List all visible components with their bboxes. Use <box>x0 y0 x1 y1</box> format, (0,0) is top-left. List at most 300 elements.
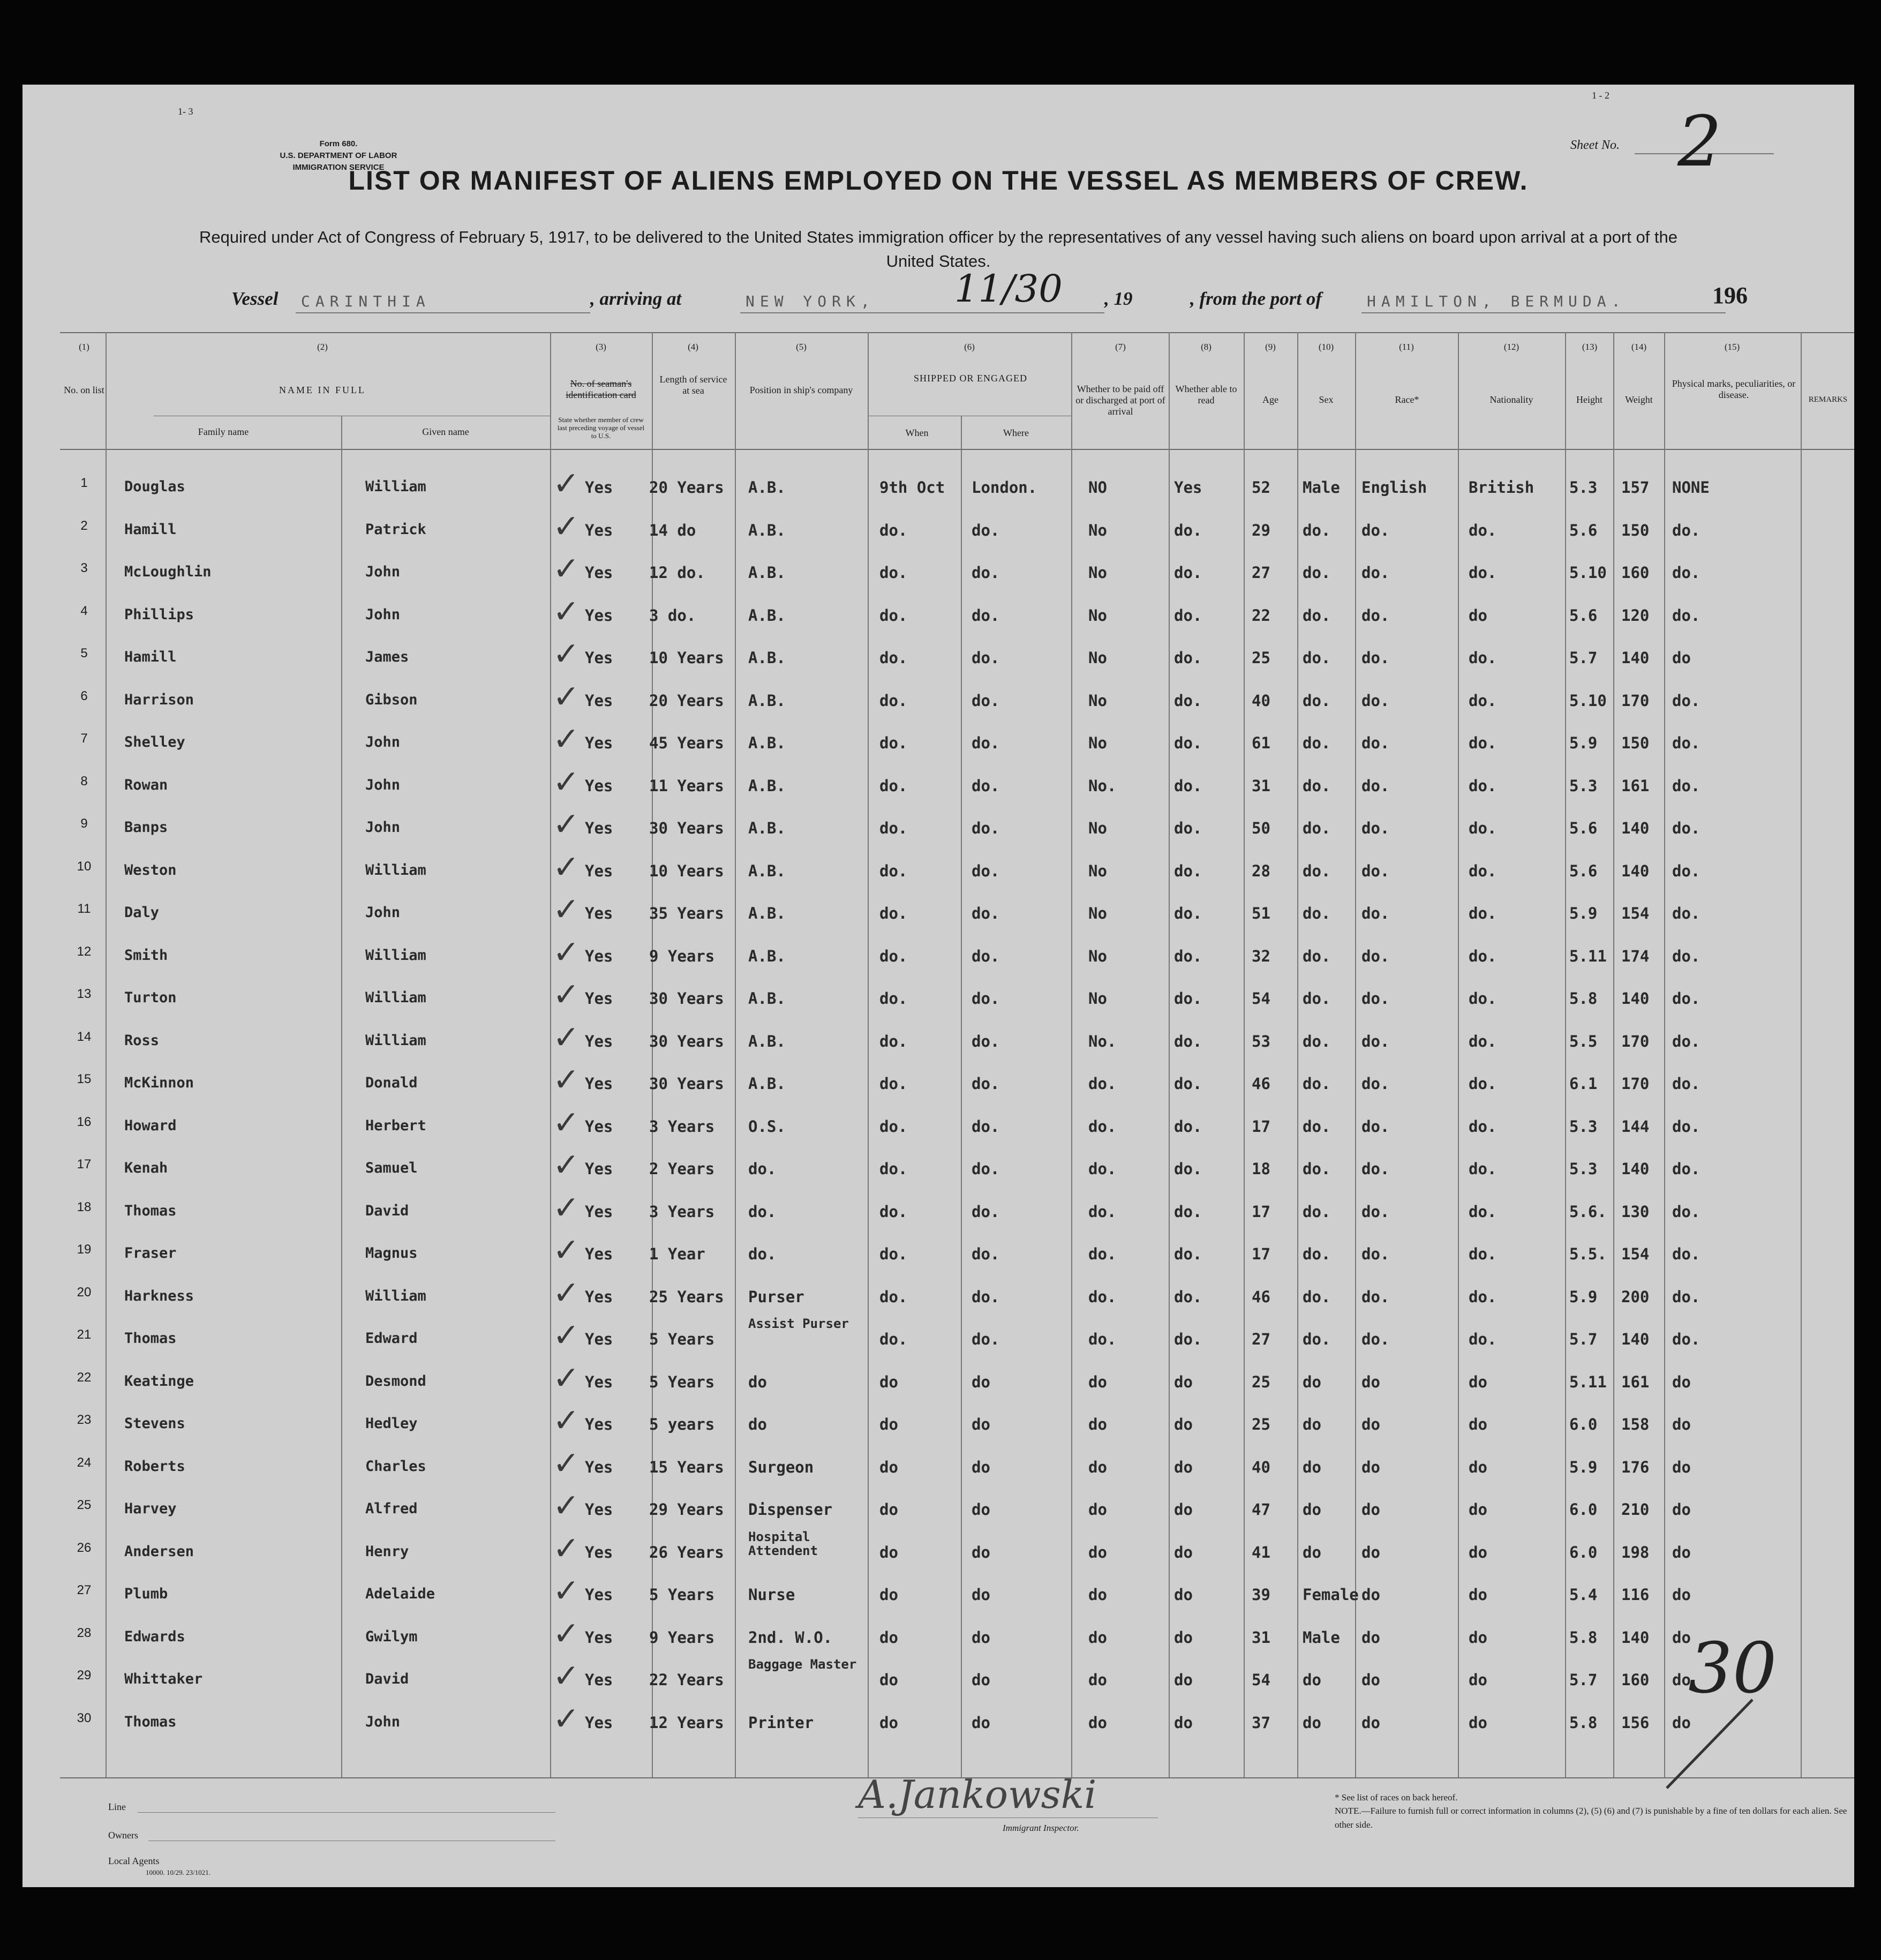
cell-when: do <box>879 1372 898 1391</box>
cell-sex: do. <box>1303 904 1331 922</box>
cell-weight: 140 <box>1621 649 1650 667</box>
cell-when: do. <box>879 649 908 667</box>
cell-paid: No <box>1088 691 1107 710</box>
cell-weight: 154 <box>1621 904 1650 922</box>
cell-position: A.B. <box>748 861 786 880</box>
cell-weight: 140 <box>1621 1330 1650 1348</box>
from-port: HAMILTON, BERMUDA. <box>1367 292 1626 310</box>
col-number: (2) <box>317 342 328 352</box>
cell-where: do <box>972 1500 990 1519</box>
check-mark-icon: ✓ <box>553 763 580 801</box>
cell-family: Stevens <box>124 1415 185 1432</box>
cell-read: do <box>1174 1415 1193 1433</box>
cell-nat: do. <box>1469 947 1497 965</box>
cell-where: do <box>972 1543 990 1561</box>
check-mark-icon: ✓ <box>553 1274 580 1312</box>
cell-crew: Yes <box>585 691 613 710</box>
cell-family: Douglas <box>124 478 185 495</box>
cell-service: 30 Years <box>649 819 724 837</box>
cell-crew: Yes <box>585 1458 613 1476</box>
cell-nat: do. <box>1469 1075 1497 1093</box>
cell-marks: do. <box>1672 904 1701 922</box>
cell-nat: do. <box>1469 819 1497 837</box>
cell-given: Donald <box>365 1075 418 1091</box>
service: IMMIGRATION SERVICE <box>292 163 385 172</box>
cell-where: do. <box>972 1245 1000 1263</box>
row-number: 24 <box>77 1455 92 1470</box>
cell-age: 28 <box>1252 861 1270 880</box>
col-number: (1) <box>79 342 89 352</box>
row-number: 29 <box>77 1668 92 1683</box>
check-mark-icon: ✓ <box>553 1231 580 1269</box>
cell-given: Adelaide <box>365 1586 435 1602</box>
row-number: 26 <box>77 1540 92 1555</box>
cell-race: do. <box>1361 947 1390 965</box>
cell-paid: do. <box>1088 1117 1117 1136</box>
cell-given: William <box>365 947 426 964</box>
cell-weight: 160 <box>1621 564 1650 582</box>
check-mark-icon: ✓ <box>553 550 580 588</box>
cell-crew: Yes <box>585 776 613 795</box>
cell-position: A.B. <box>748 819 786 837</box>
cell-paid: No <box>1088 521 1107 539</box>
cell-crew: Yes <box>585 989 613 1008</box>
vessel-label: Vessel <box>231 288 279 309</box>
cell-family: Banps <box>124 819 168 836</box>
age-header: Age <box>1262 394 1278 405</box>
cell-where: do. <box>972 521 1000 539</box>
cell-age: 54 <box>1252 989 1270 1008</box>
cell-where: do. <box>972 1287 1000 1306</box>
cell-crew: Yes <box>585 1160 613 1178</box>
row-number: 9 <box>80 816 88 831</box>
cell-race: do. <box>1361 1287 1390 1306</box>
cell-nat: British <box>1469 478 1534 497</box>
cell-read: do. <box>1174 649 1202 667</box>
cell-weight: 156 <box>1621 1713 1650 1732</box>
cell-read: do. <box>1174 1160 1202 1178</box>
cell-age: 40 <box>1252 1458 1270 1476</box>
cell-position: Baggage Master <box>748 1657 857 1672</box>
cell-nat: do. <box>1469 1245 1497 1263</box>
cell-read: do. <box>1174 521 1202 539</box>
row-number: 23 <box>77 1413 92 1427</box>
cell-race: do <box>1361 1713 1380 1732</box>
cell-given: John <box>365 819 401 836</box>
cell-height: 5.3 <box>1569 776 1598 795</box>
cell-given: James <box>365 649 409 665</box>
cell-nat: do. <box>1469 564 1497 582</box>
cell-position: A.B. <box>748 521 786 539</box>
cell-age: 17 <box>1252 1202 1270 1221</box>
cell-where: do <box>972 1713 990 1732</box>
row-number: 28 <box>77 1625 92 1640</box>
cell-marks: do <box>1672 1628 1691 1647</box>
cell-service: 15 Years <box>649 1458 724 1476</box>
cell-paid: do <box>1088 1586 1107 1604</box>
cell-family: Howard <box>124 1117 177 1134</box>
cell-position: do. <box>748 1245 777 1263</box>
cell-marks: do <box>1672 1415 1691 1433</box>
crew-tally: 30 <box>1688 1627 1777 1709</box>
cell-height: 5.7 <box>1569 1671 1598 1689</box>
cell-position: A.B. <box>748 564 786 582</box>
name-in-full-header: NAME IN FULL <box>279 385 366 395</box>
col-number: (10) <box>1318 342 1334 352</box>
cell-crew: Yes <box>585 1500 613 1519</box>
check-mark-icon: ✓ <box>553 1444 580 1482</box>
cell-given: Desmond <box>365 1372 426 1390</box>
cell-nat: do <box>1469 1500 1487 1519</box>
cell-nat: do. <box>1469 521 1497 539</box>
row-number: 30 <box>77 1710 92 1725</box>
col-number: (12) <box>1503 342 1519 352</box>
paid-off-header: Whether to be paid off or discharged at port of arrival <box>1075 384 1165 417</box>
length-service-header: Length of service at sea <box>659 374 727 396</box>
cell-age: 52 <box>1252 478 1270 497</box>
cell-service: 29 Years <box>649 1500 724 1519</box>
cell-given: John <box>365 904 401 921</box>
cell-height: 5.11 <box>1569 947 1607 965</box>
cell-height: 5.9 <box>1569 734 1598 752</box>
cell-paid: do <box>1088 1500 1107 1519</box>
cell-crew: Yes <box>585 904 613 922</box>
cell-position: O.S. <box>748 1117 786 1136</box>
cell-age: 41 <box>1252 1543 1270 1561</box>
row-number: 10 <box>77 859 92 874</box>
cell-where: London. <box>972 478 1037 497</box>
cell-position: do. <box>748 1202 777 1221</box>
cell-weight: 161 <box>1621 1372 1650 1391</box>
cell-family: Fraser <box>124 1245 177 1261</box>
cell-marks: do <box>1672 1372 1691 1391</box>
cell-given: John <box>365 564 401 580</box>
cell-family: Thomas <box>124 1330 177 1347</box>
cell-position: Dispenser <box>748 1500 833 1519</box>
cell-age: 61 <box>1252 734 1270 752</box>
cell-weight: 120 <box>1621 606 1650 625</box>
cell-read: do. <box>1174 904 1202 922</box>
cell-sex: do. <box>1303 521 1331 539</box>
cell-race: do. <box>1361 819 1390 837</box>
cell-weight: 170 <box>1621 1032 1650 1050</box>
cell-when: do. <box>879 776 908 795</box>
check-mark-icon: ✓ <box>553 1317 580 1354</box>
cell-height: 5.8 <box>1569 989 1598 1008</box>
cell-family: Smith <box>124 947 168 964</box>
cell-age: 25 <box>1252 1415 1270 1433</box>
cell-sex: do. <box>1303 1287 1331 1306</box>
cell-when: do. <box>879 947 908 965</box>
cell-nat: do. <box>1469 1117 1497 1136</box>
cell-service: 3 do. <box>649 606 696 625</box>
cell-read: do. <box>1174 1032 1202 1050</box>
cell-paid: No <box>1088 861 1107 880</box>
remarks-header: REMARKS <box>1808 395 1848 404</box>
cell-read: do <box>1174 1372 1193 1391</box>
cell-marks: do <box>1672 1586 1691 1604</box>
cell-marks: do <box>1672 1458 1691 1476</box>
cell-service: 14 do <box>649 521 696 539</box>
col-number: (6) <box>964 342 975 352</box>
cell-position: A.B. <box>748 606 786 625</box>
cell-paid: do <box>1088 1713 1107 1732</box>
cell-crew: Yes <box>585 1713 613 1732</box>
cell-marks: do. <box>1672 1117 1701 1136</box>
cell-weight: 140 <box>1621 1628 1650 1647</box>
cell-when: do <box>879 1713 898 1732</box>
cell-position: Assist Purser <box>748 1316 849 1331</box>
cell-marks: do <box>1672 1713 1691 1732</box>
check-mark-icon: ✓ <box>553 933 580 971</box>
cell-given: John <box>365 734 401 750</box>
cell-position: Nurse <box>748 1586 795 1604</box>
cell-weight: 140 <box>1621 861 1650 880</box>
cell-read: do. <box>1174 1202 1202 1221</box>
race-header: Race* <box>1395 394 1419 405</box>
able-read-header: Whether able to read <box>1175 384 1237 405</box>
cell-nat: do <box>1469 1458 1487 1476</box>
cell-service: 9 Years <box>649 947 715 965</box>
cell-when: do. <box>879 734 908 752</box>
cell-service: 11 Years <box>649 776 724 795</box>
cell-nat: do <box>1469 1543 1487 1561</box>
cell-marks: do <box>1672 649 1691 667</box>
cell-given: William <box>365 478 426 495</box>
cell-race: do. <box>1361 861 1390 880</box>
cell-crew: Yes <box>585 1117 613 1136</box>
cell-read: do. <box>1174 861 1202 880</box>
cell-age: 40 <box>1252 691 1270 710</box>
penalty-note: NOTE.—Failure to furnish full or correct information in columns (2), (5) (6) and (7) is punishable by a fine of ten dollars for each alien. See other side. <box>1335 1806 1847 1830</box>
cell-service: 30 Years <box>649 1032 724 1050</box>
cell-position: A.B. <box>748 649 786 667</box>
cell-nat: do <box>1469 1586 1487 1604</box>
cell-weight: 150 <box>1621 734 1650 752</box>
cell-marks: do <box>1672 1500 1691 1519</box>
cell-when: do. <box>879 1117 908 1136</box>
cell-paid: do. <box>1088 1075 1117 1093</box>
check-mark-icon: ✓ <box>553 635 580 673</box>
cell-family: Hamill <box>124 649 177 665</box>
cell-sex: do <box>1303 1713 1321 1732</box>
cell-given: Patrick <box>365 521 426 538</box>
cell-height: 5.9 <box>1569 904 1598 922</box>
cell-crew: Yes <box>585 1628 613 1647</box>
cell-crew: Yes <box>585 1415 613 1433</box>
cell-nat: do. <box>1469 649 1497 667</box>
cell-position: A.B. <box>748 734 786 752</box>
cell-age: 50 <box>1252 819 1270 837</box>
cell-paid: No <box>1088 564 1107 582</box>
arrival-date: 11/30 <box>954 267 1063 311</box>
cell-paid: do. <box>1088 1287 1117 1306</box>
cell-paid: do <box>1088 1543 1107 1561</box>
cell-paid: No <box>1088 649 1107 667</box>
cell-age: 39 <box>1252 1586 1270 1604</box>
cell-service: 30 Years <box>649 989 724 1008</box>
cell-crew: Yes <box>585 1287 613 1306</box>
check-mark-icon: ✓ <box>553 1487 580 1525</box>
department: U.S. DEPARTMENT OF LABOR <box>280 151 397 160</box>
cell-family: Keatinge <box>124 1372 194 1390</box>
row-number: 2 <box>80 518 88 533</box>
cell-read: do <box>1174 1713 1193 1732</box>
cell-where: do. <box>972 1032 1000 1050</box>
cell-service: 45 Years <box>649 734 724 752</box>
cell-given: John <box>365 1713 401 1730</box>
check-mark-icon: ✓ <box>553 465 580 502</box>
cell-service: 5 Years <box>649 1330 715 1348</box>
cell-where: do. <box>972 1075 1000 1093</box>
cell-nat: do. <box>1469 1287 1497 1306</box>
cell-service: 10 Years <box>649 649 724 667</box>
check-mark-icon: ✓ <box>553 806 580 843</box>
cell-age: 22 <box>1252 606 1270 625</box>
cell-read: do. <box>1174 1330 1202 1348</box>
cell-where: do <box>972 1458 990 1476</box>
cell-crew: Yes <box>585 947 613 965</box>
check-mark-icon: ✓ <box>553 1700 580 1738</box>
cell-weight: 200 <box>1621 1287 1650 1306</box>
cell-marks: do. <box>1672 1287 1701 1306</box>
check-mark-icon: ✓ <box>553 1061 580 1099</box>
cell-read: do. <box>1174 989 1202 1008</box>
cell-sex: do. <box>1303 947 1331 965</box>
check-mark-icon: ✓ <box>553 1103 580 1142</box>
cell-position: A.B. <box>748 1032 786 1050</box>
cell-race: do <box>1361 1500 1380 1519</box>
cell-paid: do. <box>1088 1160 1117 1178</box>
cell-race: do. <box>1361 691 1390 710</box>
cell-height: 6.0 <box>1569 1543 1598 1561</box>
cell-sex: do. <box>1303 734 1331 752</box>
cell-family: Ross <box>124 1032 160 1049</box>
cell-read: do. <box>1174 819 1202 837</box>
cell-where: do. <box>972 564 1000 582</box>
cell-paid: No <box>1088 904 1107 922</box>
cell-sex: do. <box>1303 1075 1331 1093</box>
cell-read: do. <box>1174 1117 1202 1136</box>
cell-when: do <box>879 1586 898 1604</box>
cell-service: 3 Years <box>649 1117 715 1136</box>
cell-read: do. <box>1174 564 1202 582</box>
cell-where: do. <box>972 734 1000 752</box>
local-agents-label: Local Agents <box>108 1856 160 1866</box>
cell-given: William <box>365 1287 426 1304</box>
cell-sex: Female <box>1303 1586 1359 1604</box>
cell-position: A.B. <box>748 904 786 922</box>
cell-position: A.B. <box>748 776 786 795</box>
cell-crew: Yes <box>585 564 613 582</box>
cell-given: David <box>365 1202 409 1219</box>
cell-marks: do. <box>1672 1075 1701 1093</box>
cell-age: 54 <box>1252 1671 1270 1689</box>
cell-paid: No. <box>1088 776 1117 795</box>
corner-mark: 1- 3 <box>178 106 193 117</box>
cell-sex: do. <box>1303 649 1331 667</box>
shipped-engaged-header: SHIPPED OR ENGAGED <box>913 373 1027 384</box>
cell-position: Hospital Attendent <box>748 1529 818 1558</box>
cell-crew: Yes <box>585 1372 613 1391</box>
cell-given: Alfred <box>365 1500 418 1517</box>
cell-age: 29 <box>1252 521 1270 539</box>
cell-when: do. <box>879 521 908 539</box>
cell-paid: do <box>1088 1458 1107 1476</box>
weight-header: Weight <box>1625 394 1653 405</box>
cell-service: 10 Years <box>649 861 724 880</box>
cell-race: do. <box>1361 1245 1390 1263</box>
cell-sex: do <box>1303 1458 1321 1476</box>
row-number: 12 <box>77 944 92 959</box>
cell-position: A.B. <box>748 691 786 710</box>
cell-paid: No. <box>1088 1032 1117 1050</box>
cell-race: do. <box>1361 989 1390 1008</box>
cell-age: 25 <box>1252 649 1270 667</box>
cell-marks: do. <box>1672 776 1701 795</box>
cell-position: A.B. <box>748 947 786 965</box>
cell-height: 5.7 <box>1569 1330 1598 1348</box>
cell-when: do <box>879 1543 898 1561</box>
cell-sex: do. <box>1303 1202 1331 1221</box>
cell-height: 5.6 <box>1569 606 1598 625</box>
cell-where: do. <box>972 947 1000 965</box>
sheet-number: 2 <box>1677 101 1722 182</box>
cell-height: 5.9 <box>1569 1287 1598 1306</box>
cell-race: do <box>1361 1586 1380 1604</box>
family-name-header: Family name <box>198 426 249 437</box>
cell-height: 6.0 <box>1569 1415 1598 1433</box>
cell-paid: do <box>1088 1671 1107 1689</box>
col-number: (13) <box>1582 342 1598 352</box>
check-mark-icon: ✓ <box>553 1657 580 1695</box>
cell-sex: do. <box>1303 989 1331 1008</box>
cell-position: do <box>748 1372 767 1391</box>
cell-service: 2 Years <box>649 1160 715 1178</box>
cell-paid: do. <box>1088 1330 1117 1348</box>
cell-family: Shelley <box>124 734 185 750</box>
cell-where: do. <box>972 1160 1000 1178</box>
cell-service: 12 Years <box>649 1713 724 1732</box>
cell-given: John <box>365 776 401 793</box>
cell-marks: do. <box>1672 1245 1701 1263</box>
cell-when: do. <box>879 1075 908 1093</box>
check-mark-icon: ✓ <box>553 1146 580 1184</box>
cell-family: Thomas <box>124 1202 177 1219</box>
form-number: Form 680. <box>319 139 358 148</box>
sex-header: Sex <box>1319 394 1334 405</box>
row-number: 22 <box>77 1370 92 1385</box>
cell-height: 5.10 <box>1569 564 1607 582</box>
row-number: 3 <box>80 561 88 575</box>
cell-service: 5 Years <box>649 1372 715 1391</box>
cell-position: do <box>748 1415 767 1433</box>
cell-read: do. <box>1174 1287 1202 1306</box>
cell-read: do. <box>1174 1075 1202 1093</box>
cell-where: do. <box>972 1330 1000 1348</box>
row-number: 7 <box>80 731 88 746</box>
cell-given: Gibson <box>365 691 418 708</box>
cell-given: William <box>365 861 426 878</box>
cell-weight: 116 <box>1621 1586 1650 1604</box>
cell-when: do. <box>879 1287 908 1306</box>
cell-weight: 130 <box>1621 1202 1650 1221</box>
cell-nat: do. <box>1469 989 1497 1008</box>
cell-nat: do. <box>1469 776 1497 795</box>
cell-paid: do. <box>1088 1202 1117 1221</box>
cell-sex: do. <box>1303 1330 1331 1348</box>
cell-height: 6.1 <box>1569 1075 1598 1093</box>
